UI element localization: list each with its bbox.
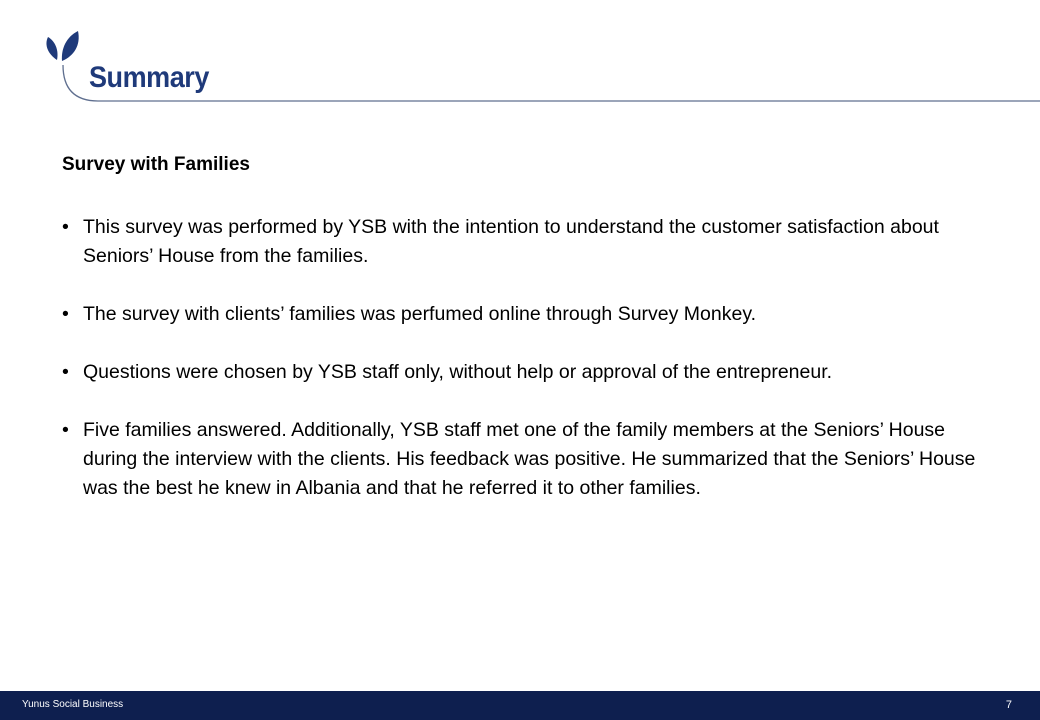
leaf-logo-right-leaf (62, 31, 79, 61)
bullet-text: The survey with clients’ families was perfumed online through Survey Monkey. (83, 303, 757, 325)
list-item (62, 358, 992, 387)
bullet-marker: • (62, 216, 69, 238)
page-title: Summary (89, 61, 209, 94)
content-area (62, 150, 992, 532)
list-item (62, 300, 992, 329)
footer-organization: Yunus Social Business (22, 699, 124, 710)
list-item (62, 213, 992, 271)
footer-bar (0, 691, 1040, 720)
bullet-text: Questions were chosen by YSB staff only, without help or approval of the entrepreneur. (83, 361, 833, 383)
header-rule-line (63, 65, 1040, 101)
section-heading: Survey with Families (62, 154, 250, 175)
bullet-text: Five families answered. Additionally, YSB staff met one of the family members at the Seniors’ House during the interview with the clients. His feedback was positive. He summarized that the Seniors’ House was the best he knew in Albania and that he referred it to other families. (83, 419, 976, 499)
list-item (62, 416, 992, 503)
bullet-marker: • (62, 419, 69, 441)
page-number: 7 (1005, 699, 1012, 711)
bullet-text: This survey was performed by YSB with the intention to understand the customer satisfaction about Seniors’ House from the families. (83, 216, 939, 267)
leaf-logo-left-leaf (46, 37, 57, 60)
bullet-marker: • (62, 303, 69, 325)
bullet-marker: • (62, 361, 69, 383)
bullet-list (62, 213, 992, 503)
